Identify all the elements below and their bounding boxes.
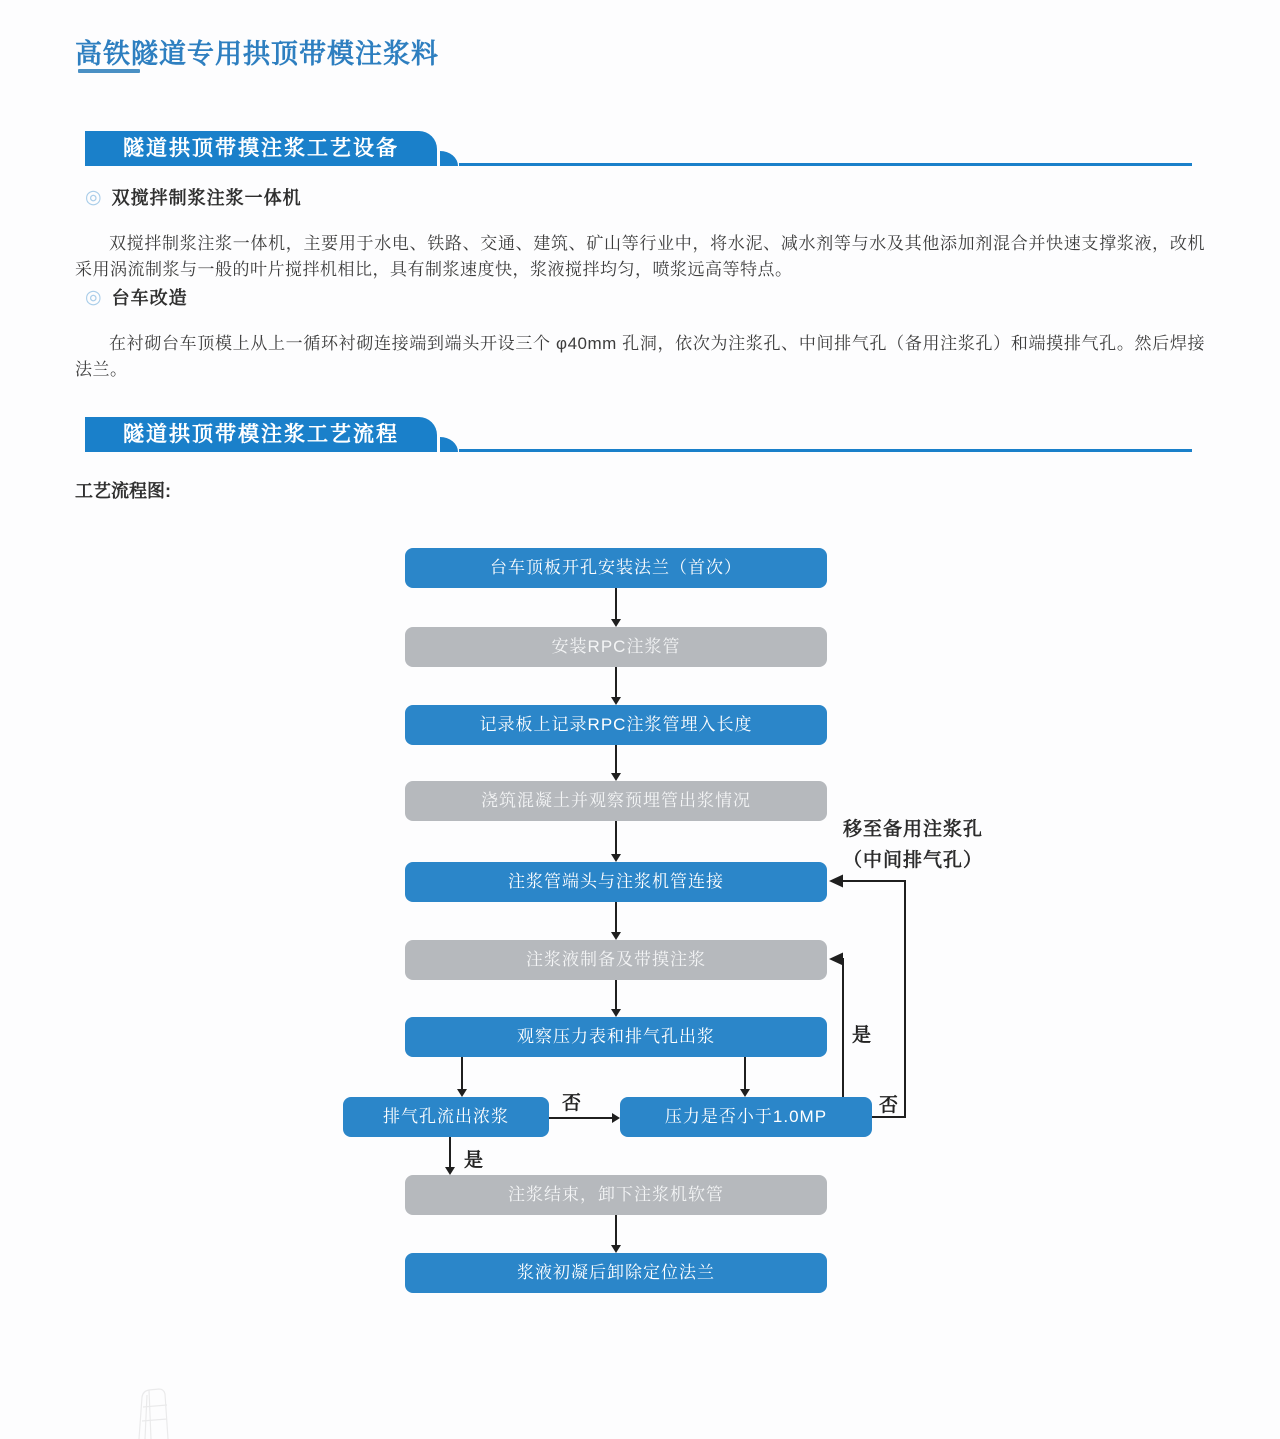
list-item (85, 184, 302, 210)
flow-annotation-line2: （中间排气孔） (842, 850, 983, 872)
edge-label-no: 否 (562, 1093, 582, 1114)
flow-loop-arrows (0, 530, 1280, 1330)
flow-node: 浆液初凝后卸除定位法兰 (405, 1253, 827, 1293)
flow-node: 注浆结束，卸下注浆机软管 (405, 1175, 827, 1215)
process-flowchart (0, 530, 1280, 1330)
flow-node: 观察压力表和排气孔出浆 (405, 1017, 827, 1057)
section-banner-label: 隧道拱顶带摸注浆工艺设备 (123, 137, 399, 160)
page-title: 高铁隧道专用拱顶带模注浆料 (75, 39, 439, 70)
flow-node: 排气孔流出浓浆 (343, 1097, 549, 1137)
item-heading: 双搅拌制浆注浆一体机 (111, 188, 302, 208)
section-banner (85, 131, 437, 166)
flow-node: 记录板上记录RPC注浆管埋入长度 (405, 705, 827, 745)
flow-diagram-caption: 工艺流程图: (75, 481, 171, 501)
double-circle-bullet-icon: ◎ (85, 286, 102, 308)
section-banner-label: 隧道拱顶带模注浆工艺流程 (123, 423, 399, 446)
section-banner-rule (459, 449, 1192, 452)
flow-annotation-line1: 移至备用注浆孔 (842, 819, 983, 840)
flow-node: 注浆管端头与注浆机管连接 (405, 862, 827, 902)
edge-label-yes: 是 (464, 1150, 484, 1171)
flow-node-decision: 压力是否小于1.0MP (620, 1097, 872, 1137)
edge-label-no: 否 (879, 1095, 899, 1116)
flow-node: 安装RPC注浆管 (405, 627, 827, 667)
flow-annotation (838, 814, 988, 877)
title-underline (78, 69, 140, 73)
section-header-process (85, 417, 1192, 452)
double-circle-bullet-icon: ◎ (85, 186, 102, 208)
item-body-text: 双搅拌制浆注浆一体机，主要用于水电、铁路、交通、建筑、矿山等行业中，将水泥、减水剂等与水及其他添加剂混合并快速支撑浆液，改机采用涡流制浆与一般的叶片搅拌机相比，具有制浆速度快，浆液搅拌均匀，喷浆远高等特点。 (75, 234, 1205, 280)
watermark-building-sketch (125, 1385, 205, 1439)
list-item (85, 284, 188, 310)
section-header-equipment (85, 131, 1192, 166)
item-body-text: 在衬砌台车顶模上从上一循环衬砌连接端到端头开设三个 φ40mm 孔洞，依次为注浆孔、中间排气孔（备用注浆孔）和端摸排气孔。然后焊接法兰。 (75, 334, 1205, 380)
flow-node: 浇筑混凝土并观察预埋管出浆情况 (405, 781, 827, 821)
edge-label-yes: 是 (852, 1025, 872, 1046)
flow-node: 注浆液制备及带摸注浆 (405, 940, 827, 980)
flow-node: 台车顶板开孔安装法兰（首次） (405, 548, 827, 588)
section-banner-rule (459, 163, 1192, 166)
item-heading: 台车改造 (111, 288, 188, 308)
section-banner (85, 417, 437, 452)
